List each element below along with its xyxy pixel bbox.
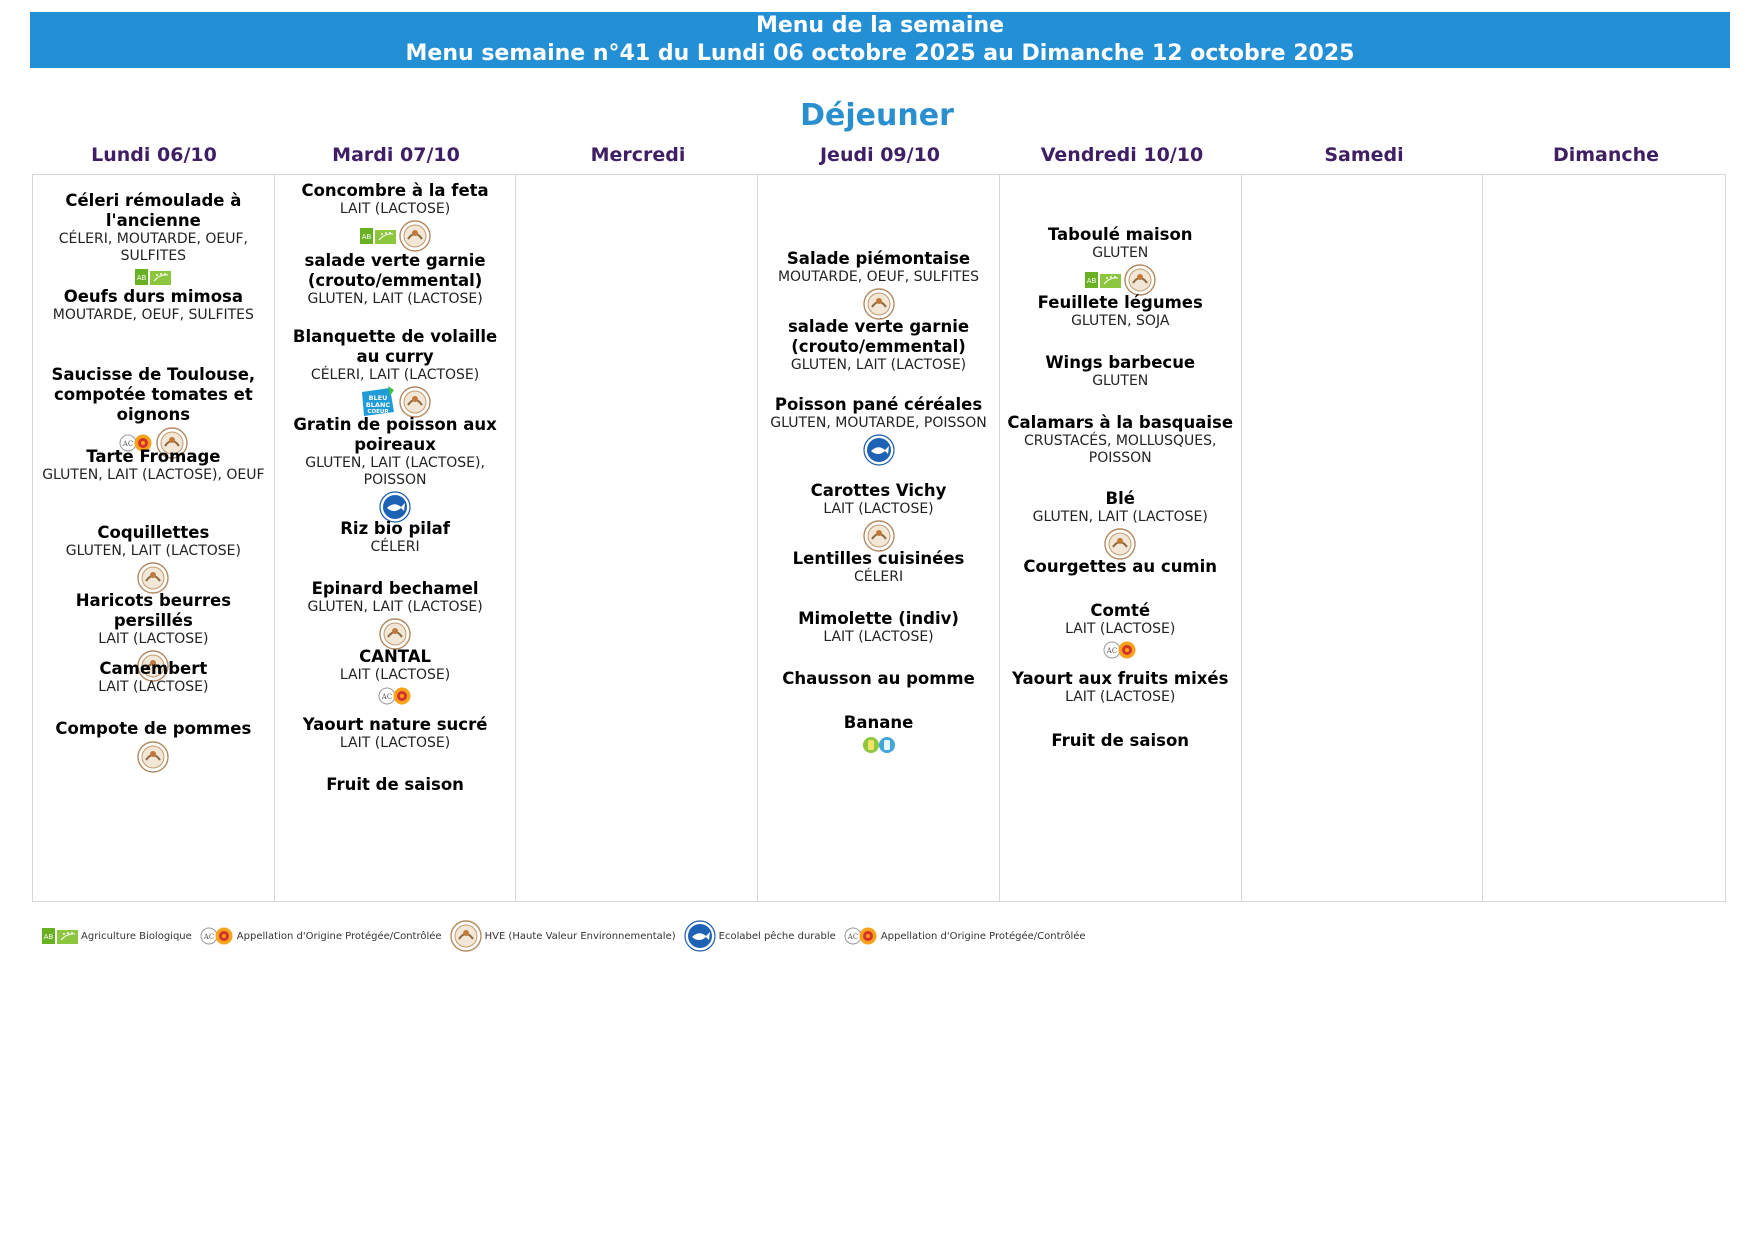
menu-item xyxy=(37,287,270,324)
dish-name: Céleri rémoulade à l'ancienne xyxy=(65,191,242,230)
hve-label-icon xyxy=(450,920,482,952)
header-banner xyxy=(30,12,1730,68)
svg-text:AC: AC xyxy=(1107,647,1118,655)
dish-name: salade verte garnie (crouto/emmental) xyxy=(787,317,970,356)
dish-name: Blanquette de volaille au curry xyxy=(292,327,498,366)
menu-item xyxy=(1004,557,1237,577)
meal-title: Déjeuner xyxy=(800,98,954,133)
menu-item xyxy=(37,447,270,484)
day-header: Lundi 06/10 xyxy=(91,144,217,166)
dish-name: Carottes Vichy xyxy=(810,481,947,500)
menu-item xyxy=(762,549,995,586)
dish-name: Poisson pané céréales xyxy=(774,395,983,414)
legend-text: Agriculture Biologique xyxy=(81,930,192,942)
dish-name: Salade piémontaise xyxy=(786,249,971,268)
day-header: Dimanche xyxy=(1552,144,1660,166)
quality-labels xyxy=(279,220,512,252)
menu-item xyxy=(37,365,270,459)
svg-text:AC: AC xyxy=(381,693,393,701)
dish-name: Riz bio pilaf xyxy=(340,519,450,538)
svg-text:AB: AB xyxy=(1086,277,1097,285)
dish-name: Banane xyxy=(843,713,914,732)
menu-item xyxy=(1004,489,1237,560)
dish-name: Oeufs durs mimosa xyxy=(63,287,244,306)
menu-item xyxy=(1004,293,1237,330)
hve-label-icon xyxy=(137,562,169,594)
quality-labels xyxy=(1004,640,1237,660)
hve-label-icon xyxy=(399,386,431,418)
allergen-list: GLUTEN xyxy=(1092,373,1149,389)
svg-text:AB: AB xyxy=(137,274,147,282)
menu-item xyxy=(762,609,995,646)
menu-week-subtitle: Menu semaine n°41 du Lundi 06 octobre 2025 au Dimanche 12 octobre 2025 xyxy=(405,41,1355,66)
allergen-list: GLUTEN, LAIT (LACTOSE), POISSON xyxy=(305,455,485,488)
menu-item xyxy=(762,317,995,374)
hve-label-icon xyxy=(379,618,411,650)
dish-name: Blé xyxy=(1105,489,1135,508)
dish-name: Gratin de poisson aux poireaux xyxy=(293,415,497,454)
dish-name: Haricots beurres persillés xyxy=(75,591,232,630)
allergen-list: GLUTEN, LAIT (LACTOSE) xyxy=(65,543,241,559)
day-header: Vendredi 10/10 xyxy=(1040,144,1204,166)
svg-text:AC: AC xyxy=(122,440,134,448)
legend-entry xyxy=(42,928,192,944)
quality-labels xyxy=(1004,264,1237,296)
menu-item xyxy=(1004,353,1237,390)
menu-item xyxy=(762,395,995,466)
dish-name: Chausson au pomme xyxy=(782,669,975,688)
hve-label-icon xyxy=(399,220,431,252)
dish-name: Comté xyxy=(1090,601,1151,620)
day-headers xyxy=(33,144,1727,166)
day-column-friday xyxy=(1000,175,1242,901)
menu-item xyxy=(762,713,995,755)
svg-text:AC: AC xyxy=(847,933,859,941)
dish-name: Coquillettes xyxy=(97,523,210,542)
hve-label-icon xyxy=(863,288,895,320)
allergen-list: LAIT (LACTOSE) xyxy=(98,631,209,647)
dish-name: Calamars à la basquaise xyxy=(1007,413,1234,432)
svg-text:AC: AC xyxy=(203,933,215,941)
peche-label-icon xyxy=(863,434,895,466)
allergen-list: CRUSTACÉS, MOLLUSQUES, POISSON xyxy=(1024,433,1217,466)
day-column-sunday xyxy=(1483,175,1725,901)
quality-labels xyxy=(279,686,512,706)
quality-labels xyxy=(37,741,270,773)
legend-entry xyxy=(844,926,1086,946)
quality-labels xyxy=(279,618,512,650)
legend-text: Appellation d'Origine Protégée/Contrôlée xyxy=(236,930,442,942)
quality-labels xyxy=(762,520,995,552)
allergen-list: LAIT (LACTOSE) xyxy=(98,679,209,695)
hve-label-icon xyxy=(1104,528,1136,560)
dish-name: Saucisse de Toulouse, compotée tomates et oignons xyxy=(51,365,256,424)
menu-item xyxy=(1004,601,1237,660)
legend-entry xyxy=(684,920,836,952)
menu-item xyxy=(1004,413,1237,467)
menu-item xyxy=(1004,669,1237,706)
menu-title: Menu de la semaine xyxy=(755,13,1005,38)
dish-name: Wings barbecue xyxy=(1045,353,1196,372)
aop-label-icon xyxy=(844,926,878,946)
allergen-list: GLUTEN, LAIT (LACTOSE) xyxy=(1032,509,1208,525)
menu-item xyxy=(279,775,512,795)
allergen-list: LAIT (LACTOSE) xyxy=(339,201,451,217)
dish-name: Fruit de saison xyxy=(1051,731,1190,750)
dish-name: Mimolette (indiv) xyxy=(798,609,959,628)
legend-entry xyxy=(200,926,442,946)
svg-text:BLEU: BLEU xyxy=(368,394,387,402)
quality-labels xyxy=(37,267,270,287)
allergen-list: LAIT (LACTOSE) xyxy=(339,735,451,751)
dish-name: Yaourt aux fruits mixés xyxy=(1012,669,1229,688)
allergen-list: GLUTEN, LAIT (LACTOSE) xyxy=(307,291,483,307)
svg-text:AB: AB xyxy=(361,233,371,241)
dish-name: Courgettes au cumin xyxy=(1023,557,1218,576)
day-column-tuesday xyxy=(275,175,517,901)
allergen-list: MOUTARDE, OEUF, SULFITES xyxy=(777,269,980,285)
menu-item xyxy=(762,669,995,689)
menu-item xyxy=(37,719,270,773)
allergen-list: CÉLERI xyxy=(853,569,904,585)
label-legend xyxy=(42,920,1094,952)
dish-name: Epinard bechamel xyxy=(311,579,479,598)
hve-label-icon xyxy=(1124,264,1156,296)
allergen-list: LAIT (LACTOSE) xyxy=(823,501,934,517)
dish-name: Feuillete légumes xyxy=(1037,293,1203,312)
day-header: Mercredi xyxy=(590,144,686,166)
menu-item xyxy=(279,715,512,752)
menu-item xyxy=(279,579,512,650)
fruit-label-icon xyxy=(862,736,896,754)
bio-label-icon xyxy=(360,228,396,244)
allergen-list: CÉLERI xyxy=(370,539,420,555)
day-header: Samedi xyxy=(1324,144,1404,166)
dish-name: Yaourt nature sucré xyxy=(302,715,488,734)
quality-labels xyxy=(1004,528,1237,560)
bio-label-icon xyxy=(1085,272,1121,288)
quality-labels xyxy=(762,288,995,320)
menu-item xyxy=(1004,225,1237,296)
day-column-wednesday xyxy=(516,175,758,901)
menu-item xyxy=(1004,731,1237,751)
menu-item xyxy=(279,415,512,523)
bbc-label-icon xyxy=(360,386,396,418)
menu-item xyxy=(279,181,512,252)
allergen-list: GLUTEN, SOJA xyxy=(1071,313,1170,329)
allergen-list: LAIT (LACTOSE) xyxy=(1065,621,1176,637)
bio-label-icon xyxy=(135,269,171,285)
hve-label-icon xyxy=(137,741,169,773)
day-header: Jeudi 09/10 xyxy=(819,144,941,166)
allergen-list: LAIT (LACTOSE) xyxy=(1065,689,1176,705)
menu-item xyxy=(37,523,270,594)
menu-item xyxy=(279,647,512,706)
legend-text: HVE (Haute Valeur Environnementale) xyxy=(484,930,676,942)
dish-name: Camembert xyxy=(99,659,208,678)
hve-label-icon xyxy=(863,520,895,552)
menu-item xyxy=(279,251,512,308)
aop-label-icon xyxy=(378,686,412,706)
menu-item xyxy=(37,191,270,287)
menu-item xyxy=(37,659,270,696)
quality-labels xyxy=(37,562,270,594)
dish-name: Tarte Fromage xyxy=(86,447,221,466)
svg-text:BLANC: BLANC xyxy=(365,401,390,409)
day-column-thursday xyxy=(758,175,1000,901)
menu-item xyxy=(762,481,995,552)
legend-entry xyxy=(450,920,676,952)
menu-grid xyxy=(32,174,1726,902)
quality-labels xyxy=(762,735,995,755)
peche-label-icon xyxy=(684,920,716,952)
dish-name: Compote de pommes xyxy=(55,719,252,738)
aop-label-icon xyxy=(200,926,234,946)
dish-name: Fruit de saison xyxy=(326,775,464,794)
allergen-list: LAIT (LACTOSE) xyxy=(339,667,451,683)
allergen-list: GLUTEN, LAIT (LACTOSE), OEUF xyxy=(42,467,265,483)
svg-text:COEUR: COEUR xyxy=(366,409,389,415)
quality-labels xyxy=(762,434,995,466)
dish-name: salade verte garnie (crouto/emmental) xyxy=(304,251,486,290)
allergen-list: CÉLERI, LAIT (LACTOSE) xyxy=(310,367,480,383)
dish-name: Taboulé maison xyxy=(1047,225,1193,244)
dish-name: CANTAL xyxy=(359,647,432,666)
allergen-list: GLUTEN, MOUTARDE, POISSON xyxy=(770,415,987,431)
allergen-list: LAIT (LACTOSE) xyxy=(823,629,934,645)
bio-label-icon xyxy=(42,928,78,944)
legend-text: Ecolabel pêche durable xyxy=(718,930,836,942)
day-header: Mardi 07/10 xyxy=(332,144,460,166)
day-column-monday xyxy=(33,175,275,901)
dish-name: Concombre à la feta xyxy=(301,181,489,200)
legend-text: Appellation d'Origine Protégée/Contrôlée xyxy=(880,930,1086,942)
allergen-list: GLUTEN, LAIT (LACTOSE) xyxy=(307,599,483,615)
quality-labels xyxy=(279,386,512,418)
allergen-list: MOUTARDE, OEUF, SULFITES xyxy=(52,307,254,323)
aop-label-icon xyxy=(1103,640,1137,660)
svg-text:AB: AB xyxy=(43,933,54,941)
allergen-list: CÉLERI, MOUTARDE, OEUF, SULFITES xyxy=(58,231,248,264)
menu-item xyxy=(762,249,995,320)
day-column-saturday xyxy=(1242,175,1484,901)
dish-name: Lentilles cuisinées xyxy=(792,549,965,568)
menu-item xyxy=(279,519,512,556)
menu-item xyxy=(279,327,512,418)
allergen-list: GLUTEN xyxy=(1092,245,1149,261)
allergen-list: GLUTEN, LAIT (LACTOSE) xyxy=(790,357,967,373)
